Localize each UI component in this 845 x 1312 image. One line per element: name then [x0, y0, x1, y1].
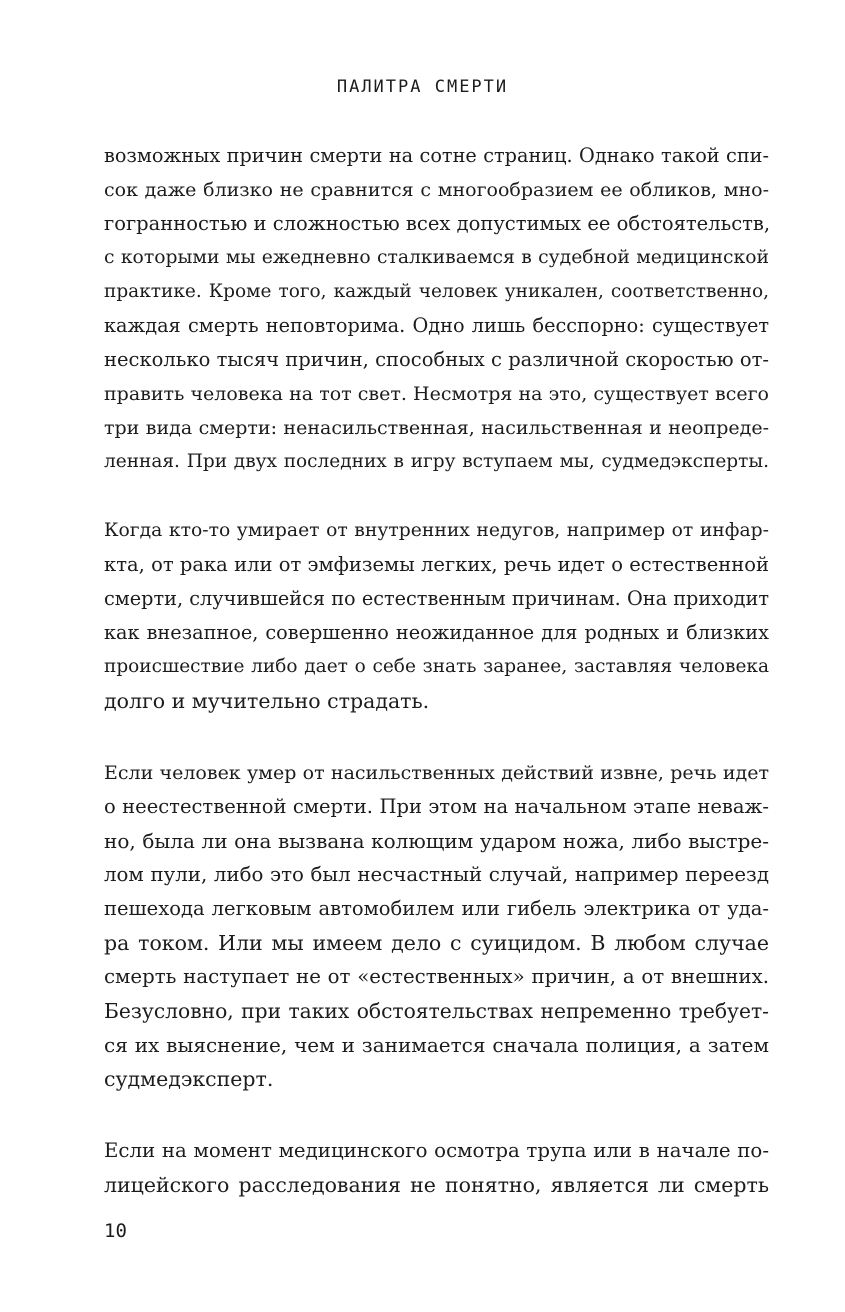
text-line: ся их выяснение, чем и занимается сначала полиция, а затем — [104, 1033, 769, 1057]
text-line: Если человек умер от насильственных действий извне, речь идет — [104, 762, 769, 784]
text-line: лом пули, либо это был несчастный случай, например переезд — [104, 863, 769, 886]
text-line: как внезапное, совершенно неожиданное для родных и близких — [104, 621, 769, 644]
text-line: править человека на тот свет. Несмотря на это, существует всего — [104, 383, 769, 405]
text-line: с которыми мы ежедневно сталкиваемся в судебной медицинской — [104, 247, 769, 268]
text-line: смерти, случившейся по естественным причинам. Она приходит — [104, 587, 769, 610]
text-line: практике. Кроме того, каждый человек уникален, соответственно, — [104, 281, 769, 302]
text-line: лицейского расследования не понятно, является ли смерть — [104, 1173, 769, 1197]
text-line: долго и мучительно страдать. — [104, 689, 430, 713]
text-line: сок даже близко не сравнится с многообразием ее обликов, мно- — [104, 179, 769, 201]
text-line: ра током. Или мы имеем дело с суицидом. В любом случае — [104, 931, 769, 955]
text-line: Когда кто-то умирает от внутренних недугов, например от инфар- — [104, 520, 769, 541]
text-line: три вида смерти: ненасильственная, насильственная и неопреде- — [104, 417, 769, 439]
page-number: 10 — [104, 1220, 127, 1242]
text-line: ленная. При двух последних в игру вступаем мы, судмедэксперты. — [104, 451, 769, 472]
text-line: каждая смерть неповторима. Одно лишь бесспорно: существует — [104, 314, 769, 337]
text-line: Безусловно, при таких обстоятельствах непременно требует- — [104, 999, 769, 1023]
text-line: кта, от рака или от эмфиземы легких, речь идет о естественной — [104, 553, 769, 576]
text-line: о неестественной смерти. При этом на начальном этапе неваж- — [104, 795, 769, 818]
running-head: ПАЛИТРА СМЕРТИ — [336, 77, 509, 97]
text-line: несколько тысяч причин, способных с различной скоростью от- — [104, 348, 769, 371]
text-line: Если на момент медицинского осмотра трупа или в начале по- — [104, 1139, 769, 1162]
text-line: пешехода легковым автомобилем или гибель электрика от уда- — [104, 897, 769, 920]
text-line: происшествие либо дает о себе знать заранее, заставляя человека — [104, 656, 769, 677]
text-line: возможных причин смерти на сотне страниц. Однако такой спи- — [104, 144, 769, 167]
text-line: гогранностью и сложностью всех допустимых ее обстоятельств, — [104, 212, 771, 235]
text-line: смерть наступает не от «естественных» причин, а от внешних. — [104, 965, 769, 988]
text-line: но, была ли она вызвана колющим ударом ножа, либо выстре- — [104, 829, 769, 853]
text-line: судмедэксперт. — [104, 1067, 274, 1091]
